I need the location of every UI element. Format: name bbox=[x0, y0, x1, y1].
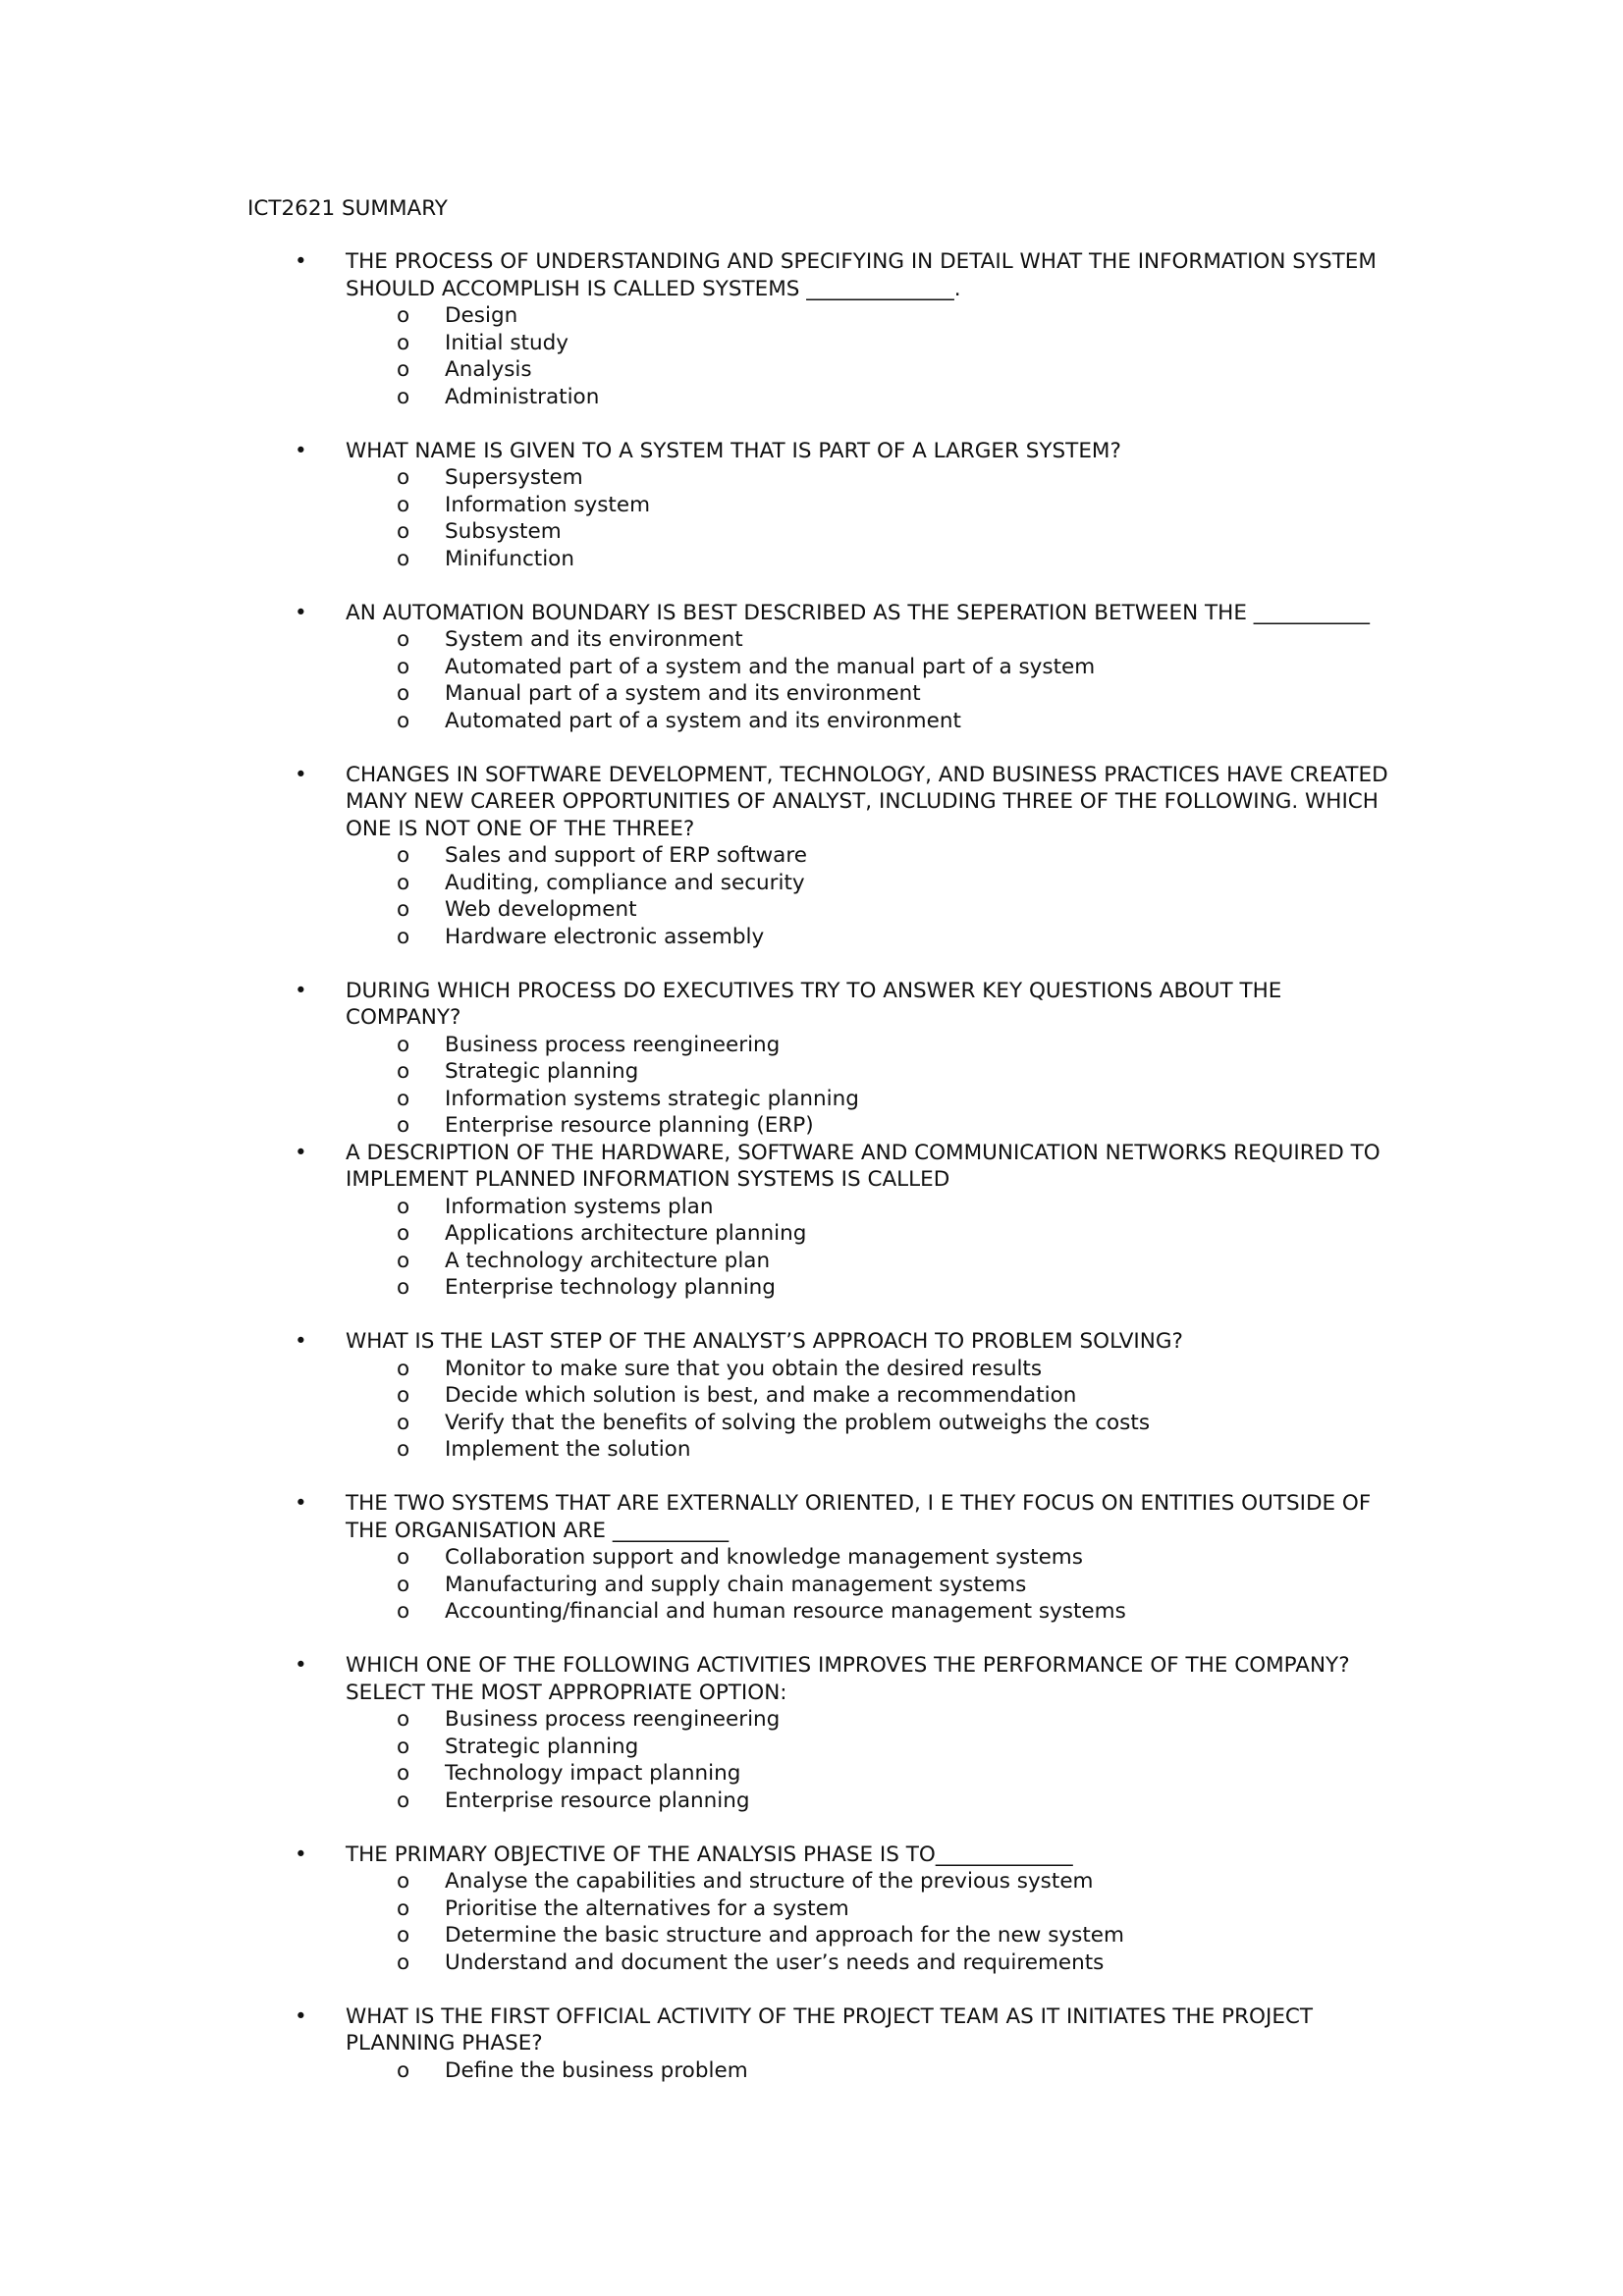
option-text: Determine the basic structure and approach for the new system bbox=[445, 1923, 1124, 1948]
option-item bbox=[0, 1382, 1623, 1410]
option-bullet-icon: o bbox=[397, 681, 410, 706]
question-text: THE TWO SYSTEMS THAT ARE EXTERNALLY ORIENTED, I E THEY FOCUS ON ENTITIES OUTSIDE OF THE ORGANISATION ARE ___________ bbox=[346, 1491, 1372, 1543]
option-list bbox=[0, 302, 1623, 410]
question-text: CHANGES IN SOFTWARE DEVELOPMENT, TECHNOLOGY, AND BUSINESS PRACTICES HAVE CREATED MANY NEW CAREER OPPORTUNITIES OF ANALYST, INCLUDING THREE OF THE FOLLOWING. WHICH ONE IS NOT ONE OF THE THREE? bbox=[346, 762, 1388, 841]
option-item bbox=[0, 680, 1623, 708]
option-bullet-icon: o bbox=[397, 1248, 410, 1273]
option-item bbox=[0, 302, 1623, 330]
option-item bbox=[0, 1734, 1623, 1761]
option-bullet-icon: o bbox=[397, 546, 410, 571]
option-text: Web development bbox=[445, 897, 637, 922]
option-text: Decide which solution is best, and make a recommendation bbox=[445, 1383, 1077, 1408]
option-bullet-icon: o bbox=[397, 654, 410, 679]
option-list bbox=[0, 1194, 1623, 1302]
option-item bbox=[0, 1248, 1623, 1275]
option-item bbox=[0, 1598, 1623, 1626]
option-item bbox=[0, 654, 1623, 681]
question-item bbox=[0, 762, 1623, 951]
option-bullet-icon: o bbox=[397, 2057, 410, 2083]
option-item bbox=[0, 1706, 1623, 1734]
option-text: Information systems strategic planning bbox=[445, 1086, 859, 1111]
option-item bbox=[0, 1572, 1623, 1599]
option-item bbox=[0, 924, 1623, 951]
option-list bbox=[0, 2057, 1623, 2085]
option-bullet-icon: o bbox=[397, 870, 410, 895]
option-item bbox=[0, 1410, 1623, 1437]
question-text: DURING WHICH PROCESS DO EXECUTIVES TRY TO ANSWER KEY QUESTIONS ABOUT THE COMPANY? bbox=[346, 978, 1282, 1030]
option-bullet-icon: o bbox=[397, 384, 410, 409]
question-text: WHAT IS THE FIRST OFFICIAL ACTIVITY OF THE PROJECT TEAM AS IT INITIATES THE PROJECT PLANNING PHASE? bbox=[346, 2003, 1314, 2056]
question-text: A DESCRIPTION OF THE HARDWARE, SOFTWARE AND COMMUNICATION NETWORKS REQUIRED TO IMPLEMENT PLANNED INFORMATION SYSTEMS IS CALLED bbox=[346, 1140, 1380, 1192]
option-bullet-icon: o bbox=[397, 1788, 410, 1813]
option-bullet-icon: o bbox=[397, 924, 410, 949]
option-bullet-icon: o bbox=[397, 1086, 410, 1111]
question-item bbox=[0, 1652, 1623, 1814]
option-item bbox=[0, 708, 1623, 735]
option-item bbox=[0, 896, 1623, 924]
option-bullet-icon: o bbox=[397, 843, 410, 868]
option-text: Minifunction bbox=[445, 546, 574, 571]
bullet-icon: • bbox=[295, 1491, 307, 1516]
option-text: Automated part of a system and the manual part of a system bbox=[445, 654, 1096, 679]
option-bullet-icon: o bbox=[397, 1949, 410, 1975]
option-text: Hardware electronic assembly bbox=[445, 924, 765, 949]
question-item bbox=[0, 1490, 1623, 1626]
option-text: Applications architecture planning bbox=[445, 1221, 807, 1246]
option-item bbox=[0, 1896, 1623, 1923]
question-item bbox=[0, 978, 1623, 1140]
option-text: Auditing, compliance and security bbox=[445, 870, 805, 895]
question-text: AN AUTOMATION BOUNDARY IS BEST DESCRIBED AS THE SEPERATION BETWEEN THE ___________ bbox=[346, 600, 1371, 625]
option-text: Initial study bbox=[445, 330, 568, 355]
option-text: Automated part of a system and its environment bbox=[445, 708, 961, 733]
option-bullet-icon: o bbox=[397, 1869, 410, 1894]
question-text: THE PRIMARY OBJECTIVE OF THE ANALYSIS PHASE IS TO_____________ bbox=[346, 1842, 1073, 1867]
option-bullet-icon: o bbox=[397, 1923, 410, 1948]
option-bullet-icon: o bbox=[397, 465, 410, 490]
bullet-icon: • bbox=[295, 438, 307, 463]
option-text: Analyse the capabilities and structure of the previous system bbox=[445, 1869, 1094, 1894]
option-text: Verify that the benefits of solving the problem outweighs the costs bbox=[445, 1410, 1151, 1435]
option-list bbox=[0, 464, 1623, 572]
option-item bbox=[0, 546, 1623, 573]
option-bullet-icon: o bbox=[397, 627, 410, 652]
question-item bbox=[0, 1328, 1623, 1464]
bullet-icon: • bbox=[295, 2003, 307, 2029]
option-bullet-icon: o bbox=[397, 1734, 410, 1759]
option-list bbox=[0, 1868, 1623, 1976]
option-text: Design bbox=[445, 303, 518, 328]
option-text: Supersystem bbox=[445, 465, 583, 490]
option-item bbox=[0, 1058, 1623, 1086]
question-text: WHICH ONE OF THE FOLLOWING ACTIVITIES IMPROVES THE PERFORMANCE OF THE COMPANY? SELECT THE MOST APPROPRIATE OPTION: bbox=[346, 1653, 1350, 1705]
question-text: WHAT IS THE LAST STEP OF THE ANALYST’S APPROACH TO PROBLEM SOLVING? bbox=[346, 1329, 1183, 1354]
option-bullet-icon: o bbox=[397, 1410, 410, 1435]
option-text: Administration bbox=[445, 384, 600, 409]
option-text: System and its environment bbox=[445, 627, 743, 652]
document-title: ICT2621 SUMMARY bbox=[247, 196, 448, 221]
option-item bbox=[0, 1922, 1623, 1949]
question-item bbox=[0, 600, 1623, 735]
question-text: THE PROCESS OF UNDERSTANDING AND SPECIFYING IN DETAIL WHAT THE INFORMATION SYSTEM SHOULD ACCOMPLISH IS CALLED SYSTEMS ______________. bbox=[346, 249, 1377, 301]
option-text: Manufacturing and supply chain management systems bbox=[445, 1572, 1027, 1597]
option-text: Enterprise technology planning bbox=[445, 1275, 776, 1300]
option-text: Implement the solution bbox=[445, 1437, 691, 1462]
option-text: Business process reengineering bbox=[445, 1707, 781, 1732]
option-text: Prioritise the alternatives for a system bbox=[445, 1896, 849, 1921]
option-text: A technology architecture plan bbox=[445, 1248, 771, 1273]
question-item bbox=[0, 2003, 1623, 2085]
option-bullet-icon: o bbox=[397, 492, 410, 517]
bullet-icon: • bbox=[295, 1140, 307, 1165]
option-item bbox=[0, 518, 1623, 546]
option-list bbox=[0, 626, 1623, 734]
option-bullet-icon: o bbox=[397, 1896, 410, 1921]
option-bullet-icon: o bbox=[397, 1194, 410, 1219]
option-item bbox=[0, 626, 1623, 654]
option-bullet-icon: o bbox=[397, 1032, 410, 1057]
option-item bbox=[0, 870, 1623, 897]
option-text: Manual part of a system and its environment bbox=[445, 681, 921, 706]
option-text: Monitor to make sure that you obtain the desired results bbox=[445, 1356, 1043, 1381]
option-bullet-icon: o bbox=[397, 519, 410, 544]
option-text: Sales and support of ERP software bbox=[445, 843, 807, 868]
bullet-icon: • bbox=[295, 1842, 307, 1867]
option-item bbox=[0, 1220, 1623, 1248]
option-list bbox=[0, 842, 1623, 950]
option-item bbox=[0, 842, 1623, 870]
option-bullet-icon: o bbox=[397, 1059, 410, 1084]
option-text: Strategic planning bbox=[445, 1734, 639, 1759]
option-bullet-icon: o bbox=[397, 1275, 410, 1300]
bullet-icon: • bbox=[295, 1653, 307, 1678]
option-bullet-icon: o bbox=[397, 1572, 410, 1597]
question-text: WHAT NAME IS GIVEN TO A SYSTEM THAT IS PART OF A LARGER SYSTEM? bbox=[346, 438, 1121, 463]
option-text: Enterprise resource planning bbox=[445, 1788, 750, 1813]
option-item bbox=[0, 1086, 1623, 1113]
option-bullet-icon: o bbox=[397, 1221, 410, 1246]
option-bullet-icon: o bbox=[397, 1761, 410, 1786]
option-text: Collaboration support and knowledge management systems bbox=[445, 1545, 1083, 1570]
option-item bbox=[0, 384, 1623, 411]
option-bullet-icon: o bbox=[397, 1599, 410, 1624]
option-item bbox=[0, 492, 1623, 519]
option-text: Define the business problem bbox=[445, 2057, 748, 2083]
bullet-icon: • bbox=[295, 1329, 307, 1354]
option-text: Information system bbox=[445, 492, 651, 517]
option-item bbox=[0, 1112, 1623, 1140]
option-item bbox=[0, 356, 1623, 384]
option-item bbox=[0, 330, 1623, 357]
option-item bbox=[0, 1436, 1623, 1464]
option-bullet-icon: o bbox=[397, 357, 410, 382]
option-bullet-icon: o bbox=[397, 708, 410, 733]
option-item bbox=[0, 1032, 1623, 1059]
option-item bbox=[0, 1760, 1623, 1788]
option-bullet-icon: o bbox=[397, 897, 410, 922]
option-item bbox=[0, 1868, 1623, 1896]
option-bullet-icon: o bbox=[397, 1545, 410, 1570]
option-bullet-icon: o bbox=[397, 1383, 410, 1408]
option-text: Enterprise resource planning (ERP) bbox=[445, 1113, 814, 1138]
option-text: Accounting/financial and human resource management systems bbox=[445, 1599, 1126, 1624]
option-list bbox=[0, 1544, 1623, 1626]
option-bullet-icon: o bbox=[397, 1356, 410, 1381]
option-bullet-icon: o bbox=[397, 330, 410, 355]
option-text: Understand and document the user’s needs and requirements bbox=[445, 1949, 1105, 1975]
option-text: Business process reengineering bbox=[445, 1032, 781, 1057]
option-item bbox=[0, 1194, 1623, 1221]
option-text: Technology impact planning bbox=[445, 1761, 741, 1786]
option-item bbox=[0, 1788, 1623, 1815]
bullet-icon: • bbox=[295, 762, 307, 787]
option-list bbox=[0, 1356, 1623, 1464]
bullet-icon: • bbox=[295, 600, 307, 625]
question-item bbox=[0, 1842, 1623, 1977]
option-item bbox=[0, 1356, 1623, 1383]
option-text: Information systems plan bbox=[445, 1194, 714, 1219]
question-list bbox=[0, 248, 1623, 2111]
option-bullet-icon: o bbox=[397, 1113, 410, 1138]
option-item bbox=[0, 1949, 1623, 1977]
option-item bbox=[0, 1544, 1623, 1572]
option-bullet-icon: o bbox=[397, 1707, 410, 1732]
option-text: Subsystem bbox=[445, 519, 562, 544]
question-item bbox=[0, 438, 1623, 573]
option-item bbox=[0, 464, 1623, 492]
option-item bbox=[0, 1274, 1623, 1302]
option-bullet-icon: o bbox=[397, 303, 410, 328]
bullet-icon: • bbox=[295, 978, 307, 1003]
question-item bbox=[0, 1140, 1623, 1302]
option-bullet-icon: o bbox=[397, 1437, 410, 1462]
option-list bbox=[0, 1032, 1623, 1140]
option-list bbox=[0, 1706, 1623, 1814]
option-item bbox=[0, 2057, 1623, 2085]
option-text: Strategic planning bbox=[445, 1059, 639, 1084]
bullet-icon: • bbox=[295, 249, 307, 274]
question-item bbox=[0, 248, 1623, 410]
option-text: Analysis bbox=[445, 357, 532, 382]
